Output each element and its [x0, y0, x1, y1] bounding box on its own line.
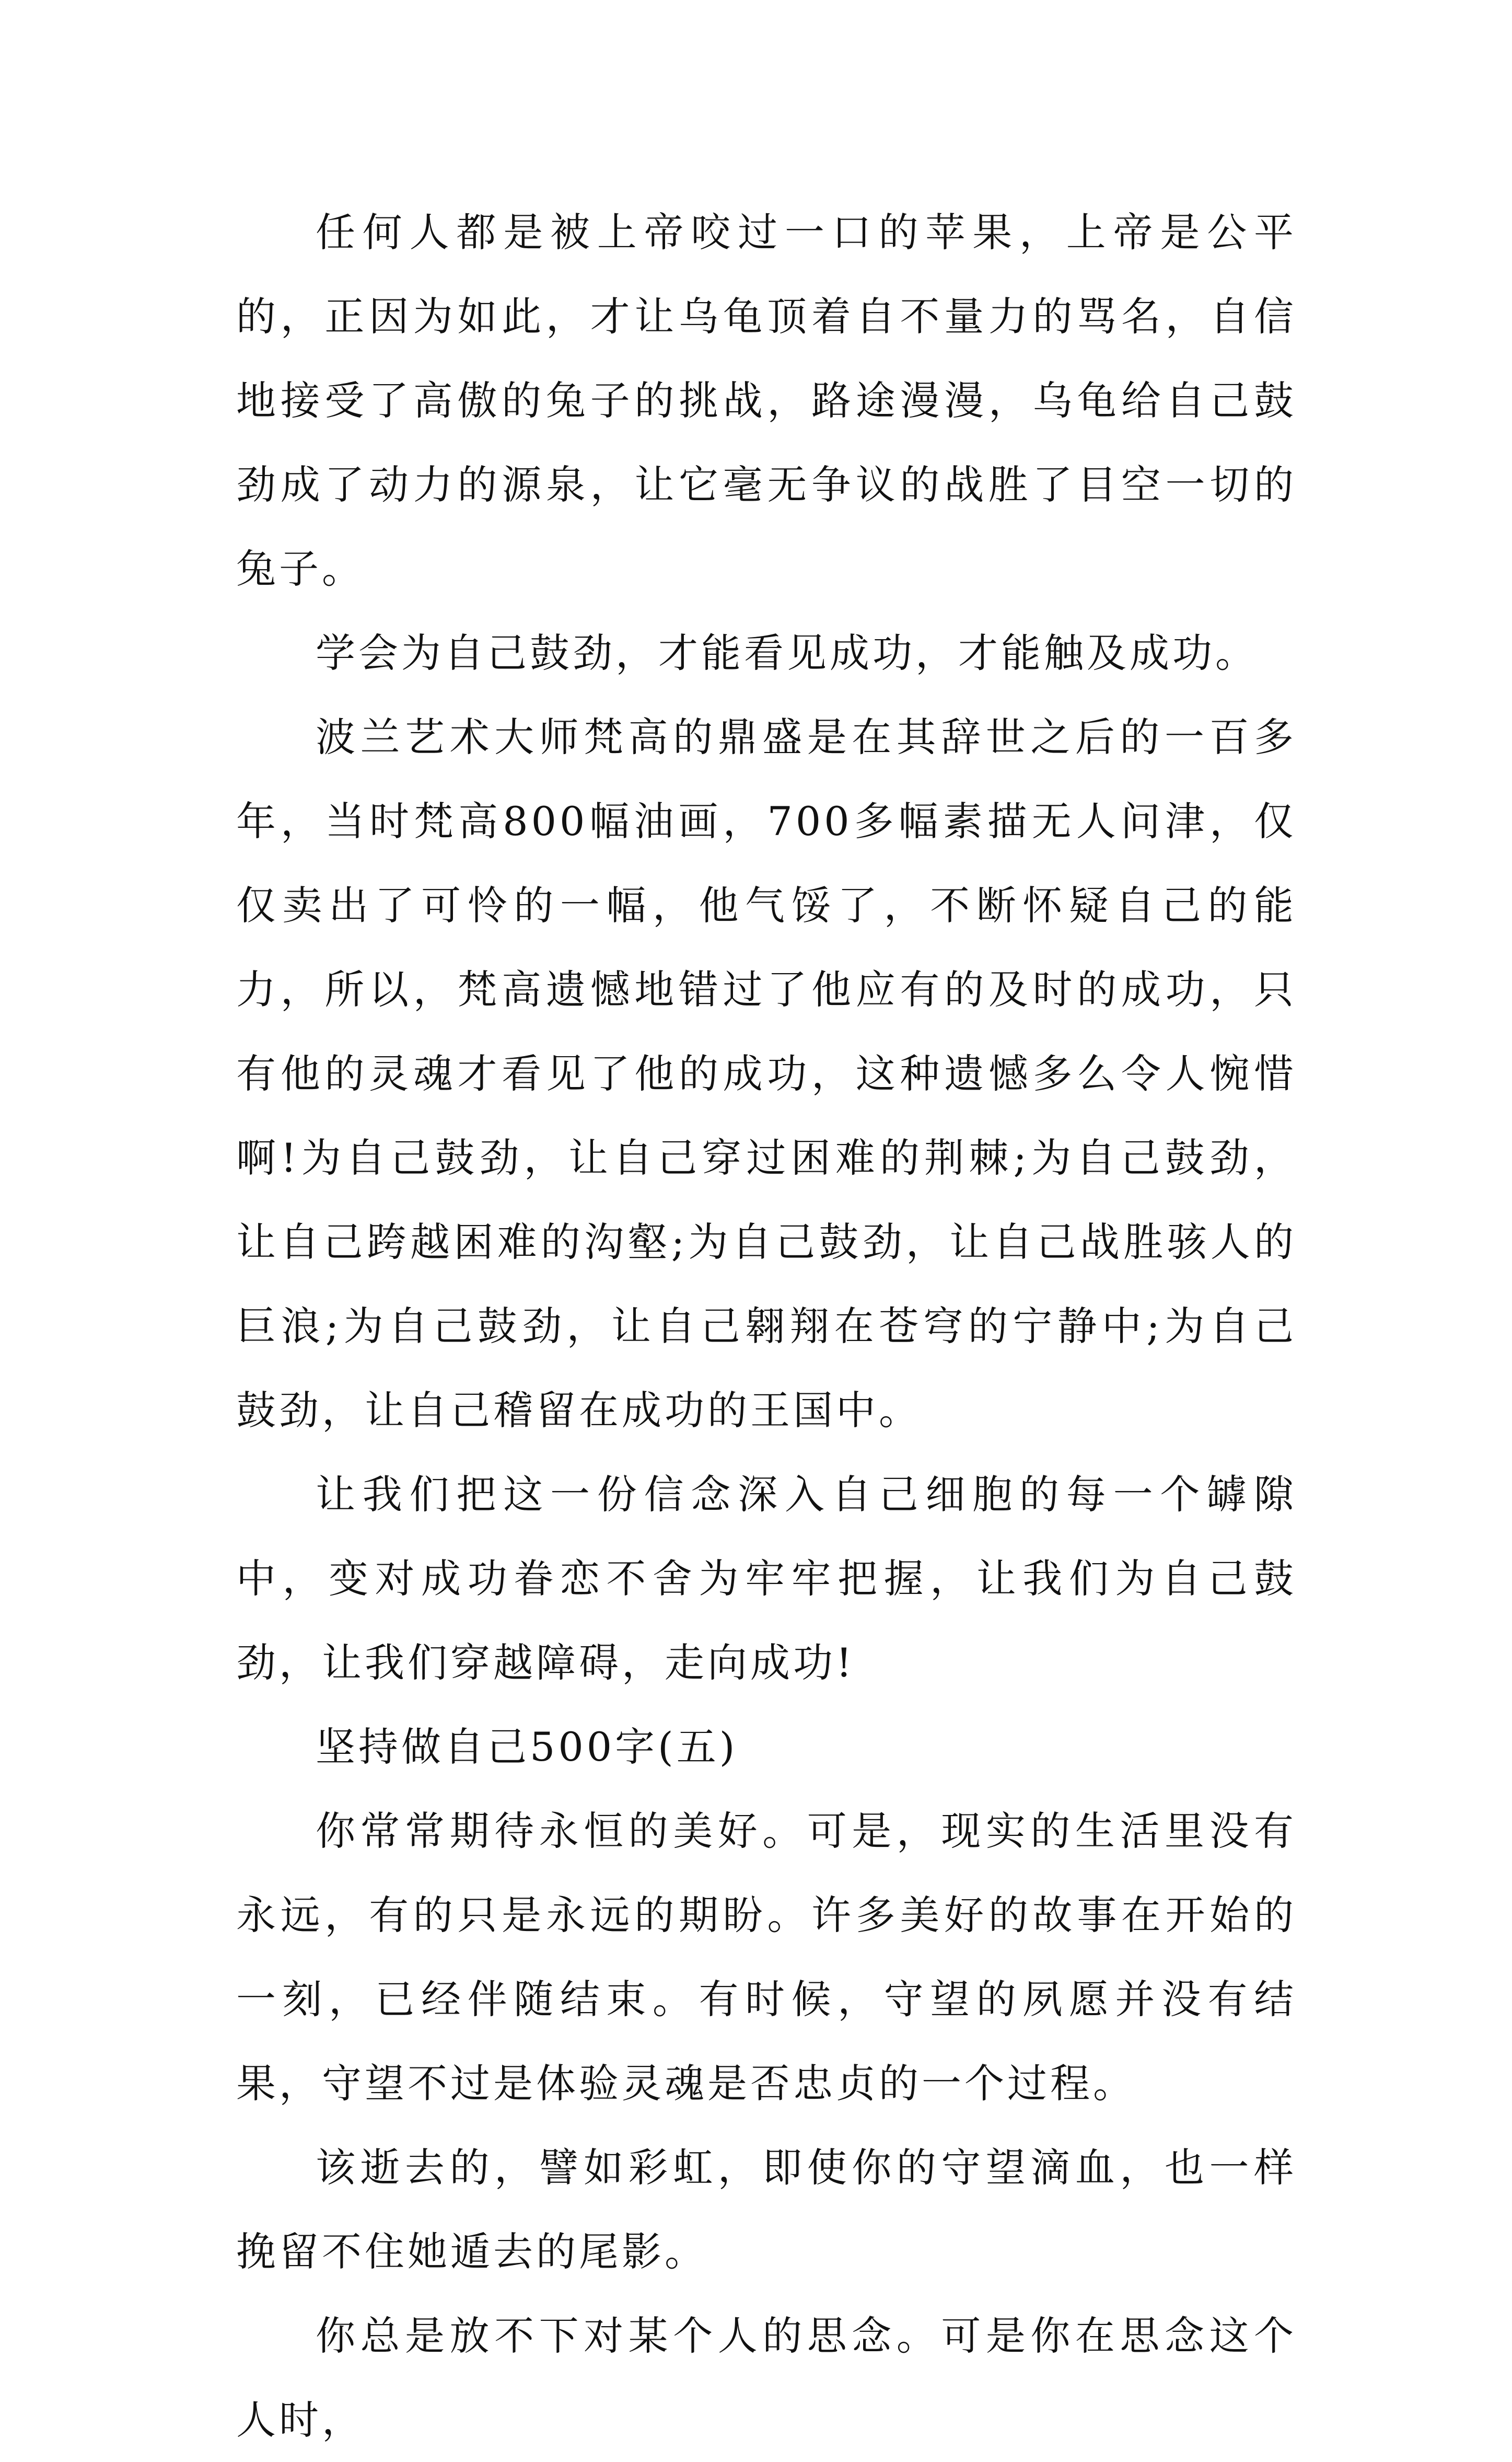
paragraph-3: 波兰艺术大师梵高的鼎盛是在其辞世之后的一百多年，当时梵高800幅油画，700多幅素描无人问津，仅仅卖出了可怜的一幅，他气馁了，不断怀疑自己的能力，所以，梵高遗憾地错过了他应有的及时的成功，只有他的灵魂才看见了他的成功，这种遗憾多么令人惋惜啊!为自己鼓劲，让自己穿过困难的荆棘;为自己鼓劲，让自己跨越困难的沟壑;为自己鼓劲，让自己战胜骇人的巨浪;为自己鼓劲，让自己翱翔在苍穹的宁静中;为自己鼓劲，让自己稽留在成功的王国中。 — [236, 714, 1297, 1434]
paragraph-1: 任何人都是被上帝咬过一口的苹果，上帝是公平的，正因为如此，才让乌龟顶着自不量力的骂名，自信地接受了高傲的兔子的挑战，路途漫漫，乌龟给自己鼓劲成了动力的源泉，让它毫无争议的战胜了目空一切的兔子。 — [236, 209, 1297, 592]
paragraph-2: 学会为自己鼓劲，才能看见成功，才能触及成功。 — [316, 630, 1258, 676]
document-body — [236, 190, 1297, 2462]
paragraph-6: 该逝去的，譬如彩虹，即使你的守望滴血，也一样挽留不住她遁去的尾影。 — [236, 2144, 1297, 2275]
paragraph-7: 你总是放不下对某个人的思念。可是你在思念这个人时， — [236, 2313, 1297, 2443]
section-heading: 坚持做自己500字(五) — [316, 1724, 738, 1770]
paragraph-5: 你常常期待永恒的美好。可是，现实的生活里没有永远，有的只是永远的期盼。许多美好的故事在开始的一刻，已经伴随结束。有时候，守望的夙愿并没有结果，守望不过是体验灵魂是否忠贞的一个过程。 — [236, 1808, 1297, 2107]
paragraph-4: 让我们把这一份信念深入自己细胞的每一个罅隙中，变对成功眷恋不舍为牢牢把握，让我们为自己鼓劲，让我们穿越障碍，走向成功! — [236, 1471, 1297, 1686]
